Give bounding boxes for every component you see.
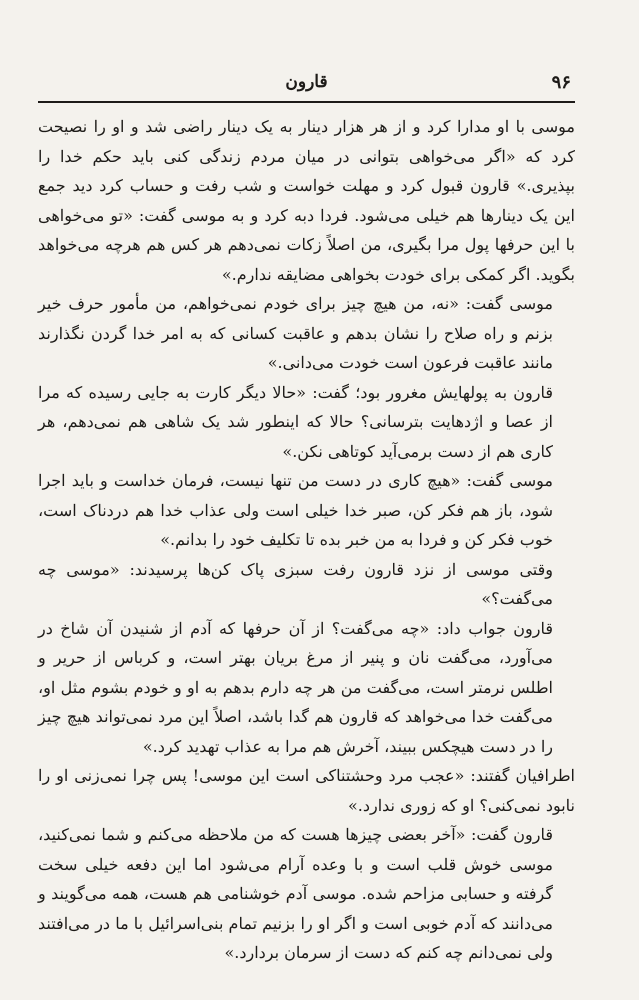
paragraph: قارون جواب داد: «چه می‌گفت؟ از آن حرفها که آدم از شنیدن آن شاخ در می‌آورد، می‌گفت نان و پنیر از مرغ بریان بهتر است، و کرباس از حریر و اطلس نرمتر است، می‌گفت من هر چه دارم بدهم به او و خودم بشوم مثل او، می‌گفت خدا می‌خواهد که قارون هم گدا باشد، اصلاً این مرد نمی‌تواند هیچ چیز را در دست هیچکس ببیند، آخرش هم مرا به عذاب تهدید کرد.» (38, 618, 554, 756)
paragraph: موسی با او مدارا کرد و از هر هزار دینار به یک دینار راضی شد و او را نصیحت کرد که «اگر می‌خواهی بتوانی در میان مردم زندگی کنی باید حکم خدا را بپذیری.» قارون قبول کرد و مهلت خواست و شب رفت و حساب کرد دید جمع این یک دینارها هم خیلی می‌شود. فردا دبه کرد و به موسی گفت: «تو می‌خواهی با این حرفها پول مرا بگیری، من اصلاً زکات نمی‌دهم هر کس هم هرچه می‌خواهد بگوید. اگر کمکی برای خودت بخواهی مضایقه ندارم.» (38, 117, 576, 284)
paragraph: وقتی موسی از نزد قارون رفت سبزی پاک کن‌ها پرسیدند: «موسی چه می‌گفت؟» (38, 559, 553, 608)
paragraph: قارون گفت: «آخر بعضی چیزها هست که من ملاحظه می‌کنم و شما نمی‌کنید، موسی خوش قلب است و با وعده آرام می‌شود اما این دفعه خیلی سخت گرفته و حسابی مزاحم شده. موسی آدم خوشنامی هم هست، همه می‌گویند و می‌دانند که آدم خوبی است و اگر او را بزنیم تمام بنی‌اسرائیل با ما در می‌افتند ولی نمی‌دانم چه کنم که دست از سرمان بردارد.» (38, 825, 553, 962)
paragraph: موسی گفت: «هیچ کاری در دست من تنها نیست، فرمان خداست و باید اجرا شود، باز هم فکر کن، صبر خدا خیلی است ولی عذاب خدا هم دردناک است، خوب فکر کن و فردا به من خبر بده تا تکلیف خود را بدانم.» (38, 471, 553, 549)
paragraph: قارون به پولهایش مغرور بود؛ گفت: «حالا دیگر کارت به جایی رسیده که مرا از عصا و اژدهایت بترسانی؟ حالا که اینطور شد یک شاهی هم نمی‌دهم، هر کاری هم از دست برمی‌آید کوتاهی نکن.» (38, 382, 553, 461)
page-number: ۹۶ (551, 72, 571, 93)
paragraph: اطرافیان گفتند: «عجب مرد وحشتناکی است این موسی! پس چرا نمی‌زنی او را نابود نمی‌کنی؟ او که زوری ندارد.» (38, 766, 575, 815)
paragraph: موسی گفت: «نه، من هیچ چیز برای خودم نمی‌خواهم، من مأمور حرف خیر بزنم و راه صلاح را نشان بدهم و عاقبت کسانی که به امر خدا گردن نگذارند مانند عاقبت فرعون است خودت می‌دانی.» (38, 294, 553, 372)
body-text (38, 112, 575, 968)
page-header (38, 72, 575, 96)
running-title: قارون (285, 72, 328, 92)
header-rule (38, 101, 575, 103)
